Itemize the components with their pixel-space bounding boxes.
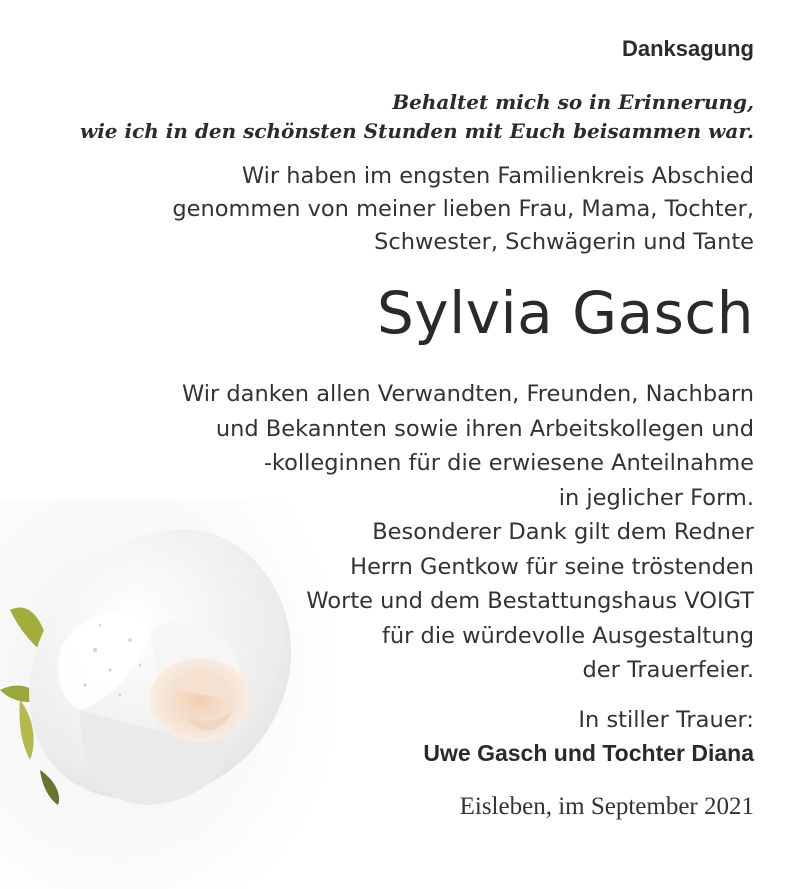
memorial-quote-line: Behaltet mich so in Erinnerung, <box>392 90 754 114</box>
thanks-line: Worte und dem Bestattungshaus VOIGT <box>306 588 754 614</box>
notice-heading: Danksagung <box>621 36 754 61</box>
farewell-intro-line: Wir haben im engsten Familienkreis Abschied <box>241 163 754 189</box>
farewell-intro-line: Schwester, Schwägerin und Tante <box>374 229 754 255</box>
farewell-intro <box>54 160 754 259</box>
thanks-line: Herrn Gentkow für seine tröstenden <box>350 553 754 580</box>
place-and-date: Eisleben, im September 2021 <box>459 792 754 820</box>
memorial-quote <box>54 88 754 146</box>
memorial-quote-line: wie ich in den schönsten Stunden mit Euch beisammen war. <box>79 119 754 143</box>
notice-text-block <box>54 30 754 824</box>
farewell-intro-line: genommen von meiner lieben Frau, Mama, Tochter, <box>172 196 754 222</box>
signers: Uwe Gasch und Tochter Diana <box>423 739 754 766</box>
thanks-line: für die würdevolle Ausgestaltung <box>381 622 754 649</box>
thanks-paragraph <box>54 377 754 688</box>
deceased-name: Sylvia Gasch <box>376 279 754 347</box>
thanks-line: Besonderer Dank gilt dem Redner <box>372 519 754 545</box>
thanks-line: der Trauerfeier. <box>582 657 754 683</box>
thanks-line: und Bekannten sowie ihren Arbeitskollegen und <box>215 415 754 442</box>
mourning-label: In stiller Trauer: <box>578 706 754 733</box>
thanks-line: -kolleginnen für die erwiesene Anteilnahme <box>263 450 754 476</box>
thanks-line: in jeglicher Form. <box>558 484 754 511</box>
thanks-line: Wir danken allen Verwandten, Freunden, Nachbarn <box>181 381 754 407</box>
